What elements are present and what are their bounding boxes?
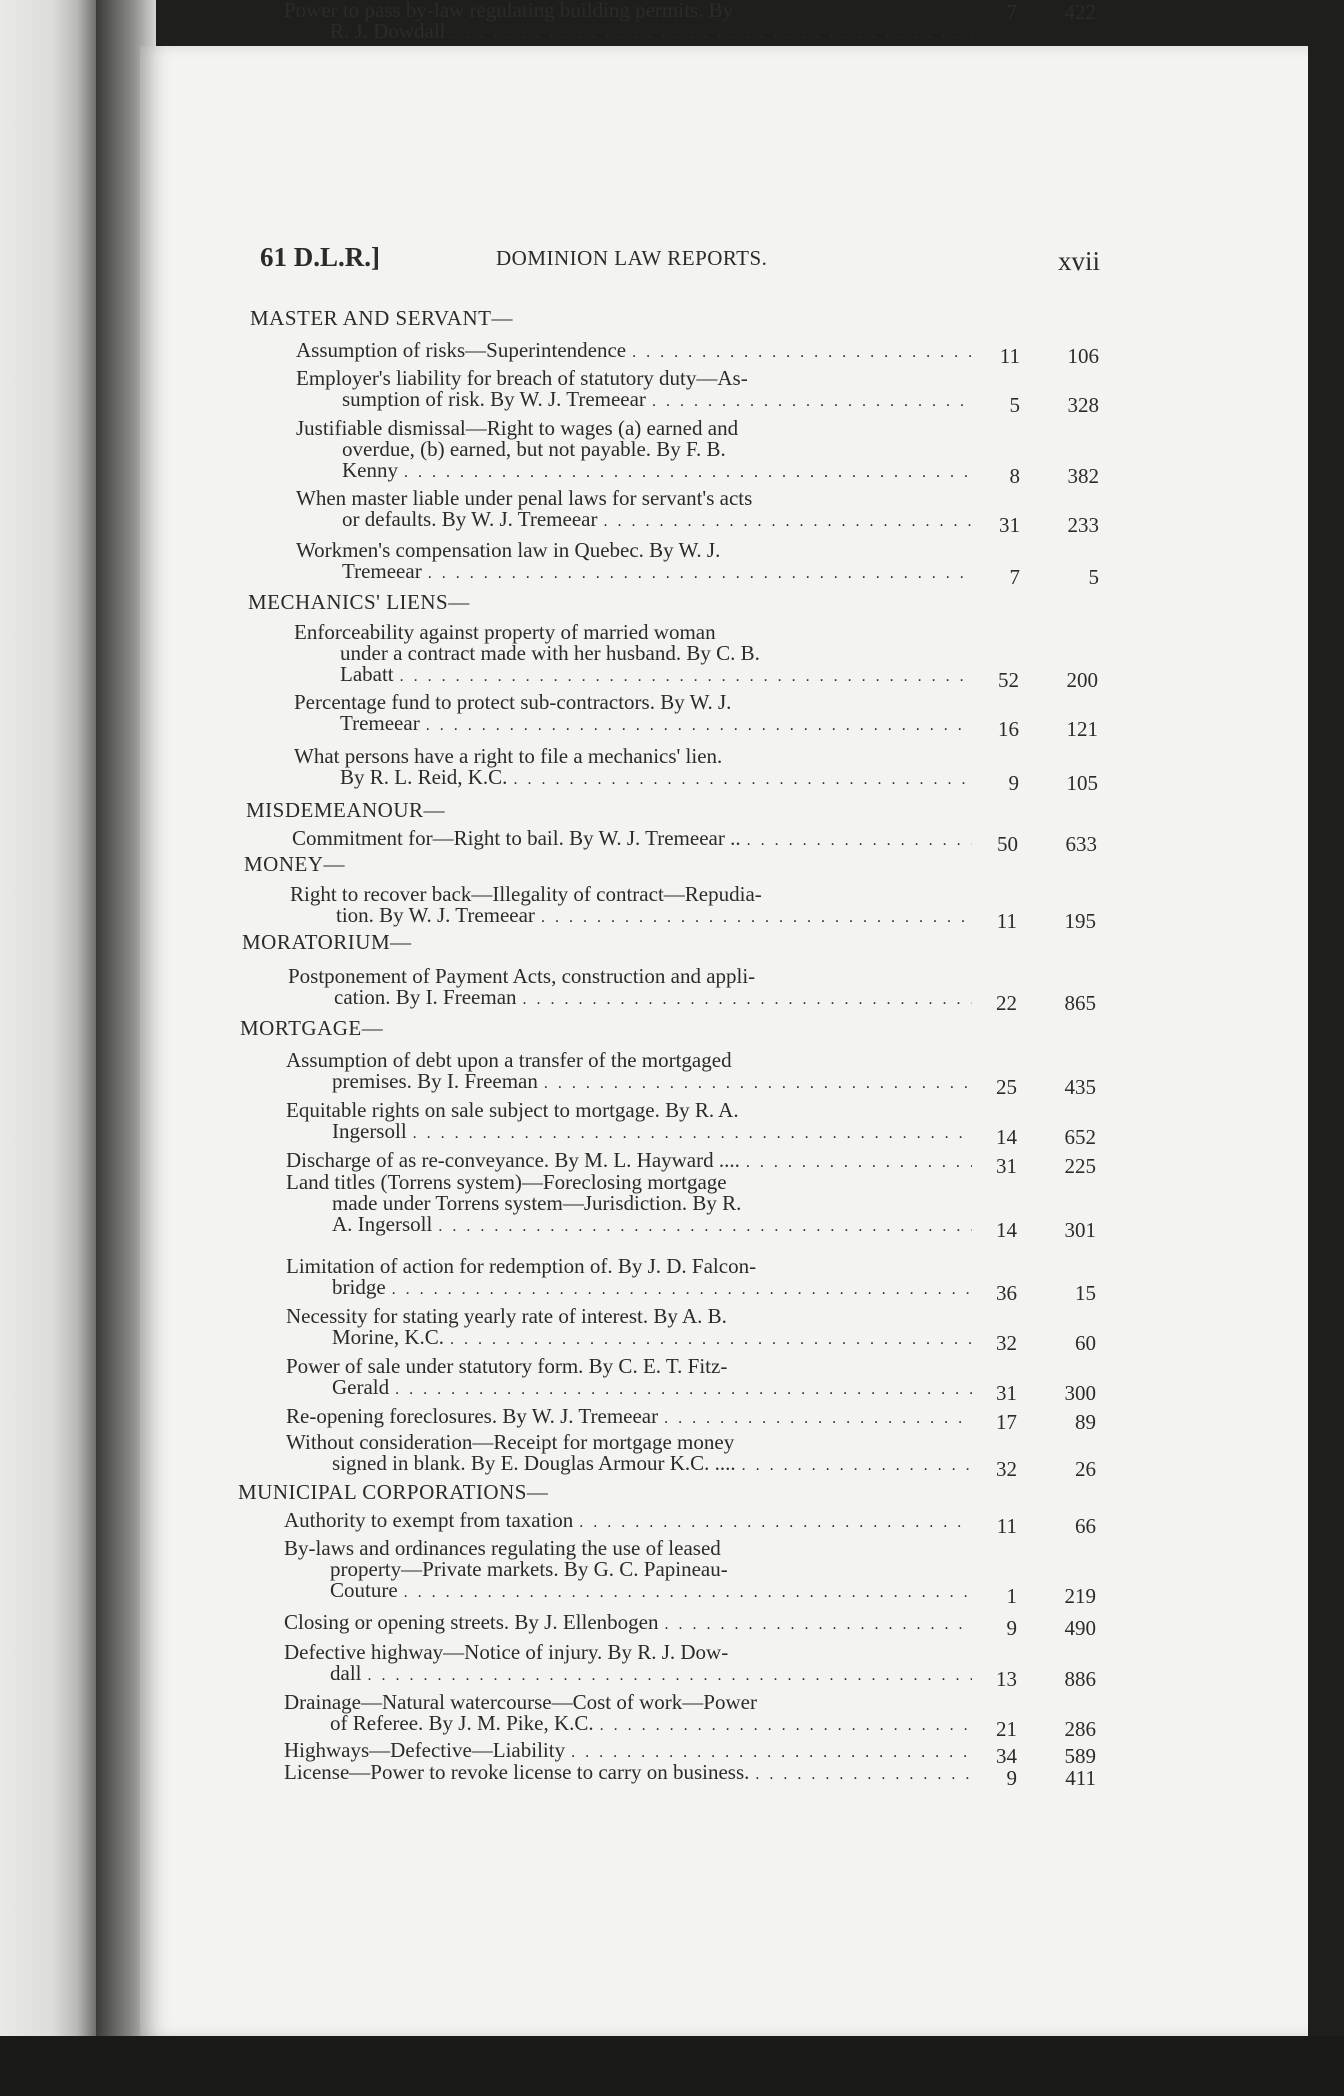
entry-text: What persons have a right to file a mechanics' lien.: [294, 744, 723, 768]
volume-number: 52: [998, 668, 1019, 692]
entry-text: Percentage fund to protect sub-contractors. By W. J.: [294, 690, 732, 714]
volume-number: 22: [996, 991, 1017, 1015]
index-entry: [286, 1356, 972, 1398]
entry-text: Postponement of Payment Acts, construction and appli-: [288, 964, 756, 988]
page-reference: 633: [1065, 832, 1097, 856]
entry-text: Ingersoll: [332, 1119, 407, 1143]
volume-number: 9: [1006, 1616, 1017, 1640]
leader-dots: [404, 1582, 972, 1603]
index-entry: [296, 540, 972, 582]
index-entry: [284, 1510, 972, 1531]
entry-text: License—Power to revoke license to carry on business.: [284, 1760, 750, 1784]
volume-number: 1: [1006, 1584, 1017, 1608]
leader-dots: [428, 563, 972, 584]
index-entry: [284, 1538, 972, 1601]
entry-text: A. Ingersoll: [332, 1212, 433, 1236]
volume-number: 32: [996, 1331, 1017, 1355]
page-reference: 490: [1064, 1616, 1096, 1640]
page-reference: 60: [1075, 1331, 1096, 1355]
index-entry: [284, 1740, 972, 1761]
entry-text: Assumption of debt upon a transfer of the mortgaged: [286, 1048, 732, 1072]
page-reference: 105: [1066, 771, 1098, 795]
page-reference: 225: [1064, 1154, 1096, 1178]
entry-text: By-laws and ordinances regulating the use of leased: [284, 1536, 721, 1560]
index-entry: [286, 1150, 972, 1171]
index-entry: [292, 828, 972, 849]
entry-text: Drainage—Natural watercourse—Cost of work—Power: [284, 1690, 757, 1714]
index-entry: [294, 692, 972, 734]
index-heading: MORATORIUM—: [242, 930, 412, 954]
leader-dots: [664, 1614, 972, 1635]
volume-number: 31: [999, 513, 1020, 537]
entry-text: Morine, K.C.: [332, 1325, 444, 1349]
entry-text: Right to recover back—Illegality of contract—Repudia-: [290, 882, 762, 906]
volume-number: 16: [998, 717, 1019, 741]
entry-text: Necessity for stating yearly rate of interest. By A. B.: [286, 1304, 727, 1328]
entry-text: Discharge of as re-conveyance. By M. L. Hayward ....: [286, 1148, 740, 1172]
entry-text: of Referee. By J. M. Pike, K.C.: [330, 1711, 594, 1735]
entry-text: Justifiable dismissal—Right to wages (a) earned and: [296, 416, 739, 440]
page-reference: 195: [1064, 909, 1096, 933]
entry-text: Land titles (Torrens system)—Foreclosing mortgage: [286, 1170, 727, 1194]
index-heading: MORTGAGE—: [240, 1016, 384, 1040]
index-entry: [288, 966, 972, 1008]
page-reference: 106: [1067, 344, 1099, 368]
entry-text: Tremeear: [342, 559, 422, 583]
entry-text: signed in blank. By E. Douglas Armour K.C. ....: [332, 1451, 736, 1475]
page-reference: 233: [1067, 513, 1099, 537]
index-entry: [284, 1692, 972, 1734]
entry-text: or defaults. By W. J. Tremeear: [342, 507, 598, 531]
entry-text: Enforceability against property of married woman: [294, 620, 716, 644]
index-entry: [294, 746, 972, 788]
leader-dots: [452, 23, 973, 44]
leader-dots: [755, 1764, 972, 1785]
index-entry: [296, 418, 972, 481]
entry-text: Gerald: [332, 1375, 390, 1399]
entry-text: Highways—Defective—Liability: [284, 1738, 566, 1762]
leader-dots: [541, 907, 972, 928]
leader-dots: [368, 1665, 973, 1686]
leader-dots: [742, 1455, 972, 1476]
entry-text: Authority to exempt from taxation: [284, 1508, 574, 1532]
leader-dots: [600, 1715, 972, 1736]
leader-dots: [395, 1379, 972, 1400]
volume-number: 17: [996, 1410, 1017, 1434]
volume-number: 14: [996, 1125, 1017, 1149]
index-entry: [286, 1306, 972, 1348]
leader-dots: [652, 391, 972, 412]
index-entry: [284, 1762, 972, 1783]
leader-dots: [392, 1279, 972, 1300]
leader-dots: [438, 1216, 972, 1237]
index-entry: [286, 1256, 972, 1298]
leader-dots: [747, 830, 972, 851]
leader-dots: [450, 1329, 972, 1350]
publication-title: DOMINION LAW REPORTS.: [496, 246, 768, 270]
entry-text: Assumption of risks—Superintendence: [296, 338, 627, 362]
volume-number: 8: [1009, 464, 1020, 488]
page-reference: 652: [1064, 1125, 1096, 1149]
volume-number: 31: [996, 1381, 1017, 1405]
volume-number: 9: [1008, 771, 1019, 795]
entry-text: under a contract made with her husband. By C. B.: [340, 641, 760, 665]
entry-text: Limitation of action for redemption of. By J. D. Falcon-: [286, 1254, 757, 1278]
page-reference: 382: [1067, 464, 1099, 488]
volume-number: 11: [999, 344, 1020, 368]
entry-text: Employer's liability for breach of statutory duty—As-: [296, 366, 748, 390]
page-reference: 886: [1064, 1667, 1096, 1691]
volume-number: 21: [996, 1717, 1017, 1741]
entry-text: Defective highway—Notice of injury. By R. J. Dow-: [284, 1640, 729, 1664]
index-entry: [284, 0, 972, 42]
index-entry: [286, 1100, 972, 1142]
index-entry: [286, 1406, 972, 1427]
page-reference: 300: [1064, 1381, 1096, 1405]
volume-number: 32: [996, 1457, 1017, 1481]
index-heading: MASTER AND SERVANT—: [250, 306, 513, 330]
page-number: xvii: [1057, 246, 1100, 276]
entry-text: R. J. Dowdall: [330, 19, 446, 43]
entry-text: dall: [330, 1661, 362, 1685]
page-reference: 89: [1075, 1410, 1096, 1434]
index-entry: [286, 1172, 972, 1235]
leader-dots: [579, 1512, 972, 1533]
index-entry: [290, 884, 972, 926]
page-reference: 121: [1066, 717, 1098, 741]
entry-text: bridge: [332, 1275, 386, 1299]
page-reference: 328: [1067, 393, 1099, 417]
entry-text: Commitment for—Right to bail. By W. J. Tremeear ..: [292, 826, 741, 850]
entry-text: Closing or opening streets. By J. Ellenbogen: [284, 1610, 659, 1634]
page-reference: 435: [1064, 1075, 1096, 1099]
volume-number: 14: [996, 1218, 1017, 1242]
entry-text: Tremeear: [340, 711, 420, 735]
index-heading: MECHANICS' LIENS—: [248, 590, 470, 614]
page-reference: 301: [1064, 1218, 1096, 1242]
entry-text: Equitable rights on sale subject to mortgage. By R. A.: [286, 1098, 739, 1122]
leader-dots: [632, 342, 972, 363]
index-entry: [294, 622, 972, 685]
leader-dots: [426, 715, 972, 736]
entry-text: When master liable under penal laws for servant's acts: [296, 486, 753, 510]
index-entry: [296, 340, 972, 361]
volume-number: 13: [996, 1667, 1017, 1691]
index-entry: [296, 488, 972, 530]
leader-dots: [413, 1123, 972, 1144]
index-entry: [284, 1642, 972, 1684]
entry-text: sumption of risk. By W. J. Tremeear: [342, 387, 646, 411]
entry-text: overdue, (b) earned, but not payable. By F. B.: [342, 437, 726, 461]
entry-text: tion. By W. J. Tremeear: [336, 903, 535, 927]
volume-number: 34: [996, 1744, 1017, 1768]
index-heading: MUNICIPAL CORPORATIONS—: [238, 1480, 549, 1504]
page-reference: 286: [1064, 1717, 1096, 1741]
volume-number: 36: [996, 1281, 1017, 1305]
leader-dots: [664, 1408, 972, 1429]
leader-dots: [513, 769, 972, 790]
leader-dots: [523, 989, 972, 1010]
index-entry: [286, 1432, 972, 1474]
volume-number: 5: [1009, 393, 1020, 417]
index-entry: [296, 368, 972, 410]
entry-text: Without consideration—Receipt for mortgage money: [286, 1430, 735, 1454]
page-reference: 26: [1075, 1457, 1096, 1481]
volume-number: 9: [1006, 1766, 1017, 1790]
page-reference: 589: [1064, 1744, 1096, 1768]
entry-text: cation. By I. Freeman: [334, 985, 517, 1009]
index-heading: MISDEMEANOUR—: [246, 798, 446, 822]
page-reference: 15: [1075, 1281, 1096, 1305]
entry-text: Power of sale under statutory form. By C. E. T. Fitz-: [286, 1354, 728, 1378]
volume-number: 50: [997, 832, 1018, 856]
leader-dots: [603, 511, 972, 532]
entry-text: Labatt: [340, 662, 394, 686]
leader-dots: [544, 1073, 972, 1094]
volume-number: 11: [996, 1514, 1017, 1538]
volume-number: 11: [996, 909, 1017, 933]
volume-number: 31: [996, 1154, 1017, 1178]
page-reference: 219: [1064, 1584, 1096, 1608]
index-entry: [286, 1050, 972, 1092]
entry-text: Couture: [330, 1578, 398, 1602]
page-reference: 422: [1064, 0, 1096, 24]
index-entry: [284, 1612, 972, 1633]
volume-reference: 61 D.L.R.]: [260, 242, 380, 272]
page-reference: 865: [1064, 991, 1096, 1015]
volume-number: 7: [1006, 0, 1017, 24]
entry-text: property—Private markets. By G. C. Papineau-: [330, 1557, 728, 1581]
entry-text: Re-opening foreclosures. By W. J. Tremeear: [286, 1404, 659, 1428]
leader-dots: [404, 462, 972, 483]
entry-text: Kenny: [342, 458, 398, 482]
volume-number: 7: [1009, 565, 1020, 589]
index-heading: MONEY—: [244, 852, 345, 876]
entry-text: premises. By I. Freeman: [332, 1069, 538, 1093]
leader-dots: [400, 666, 972, 687]
page-reference: 200: [1066, 668, 1098, 692]
entry-text: By R. L. Reid, K.C.: [340, 765, 508, 789]
volume-number: 25: [996, 1075, 1017, 1099]
leader-dots: [746, 1152, 972, 1173]
entry-text: made under Torrens system—Jurisdiction. By R.: [332, 1191, 742, 1215]
page-reference: 5: [1088, 565, 1099, 589]
page-reference: 66: [1075, 1514, 1096, 1538]
entry-text: Power to pass by-law regulating building permits. By: [284, 0, 734, 22]
page-reference: 411: [1065, 1766, 1096, 1790]
entry-text: Workmen's compensation law in Quebec. By W. J.: [296, 538, 721, 562]
